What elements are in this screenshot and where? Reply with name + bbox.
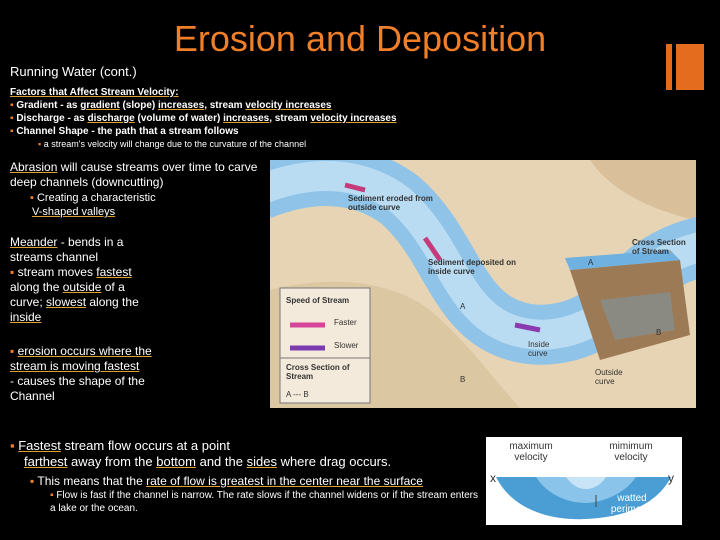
label-inside-curve: Inside curve <box>528 340 550 358</box>
label-speed-of-stream: Speed of Stream <box>286 296 350 305</box>
label-sediment-eroded: Sediment eroded from outside curve <box>348 194 433 212</box>
meander-diagram <box>270 160 696 408</box>
fastest-sub: ▪ This means that the rate of flow is greatest in the center near the surface <box>30 474 423 488</box>
v-shaped-valleys: V-shaped valleys <box>32 206 116 218</box>
label-y: y <box>668 471 674 485</box>
label-cross-section: Cross Section of Stream <box>632 238 686 256</box>
factors-block <box>10 86 470 151</box>
label-faster: Faster <box>334 318 357 327</box>
label-max-velocity: maximum velocity <box>509 441 553 463</box>
meander-block: Meander - bends in a streams channel ▪ stream moves fastest along the outside of a curve; slowest along the inside <box>10 235 139 324</box>
velocity-diagram <box>486 437 682 525</box>
label-ab-legend: A --- B <box>286 390 309 399</box>
factor-gradient: ▪ Gradient - as gradient (slope) increases, stream velocity increases <box>10 100 332 111</box>
factor-channel-shape: ▪ Channel Shape - the path that a stream follows <box>10 126 239 137</box>
factors-heading: Factors that Affect Stream Velocity: <box>10 87 179 98</box>
factor-discharge: ▪ Discharge - as discharge (volume of water) increases, stream velocity increases <box>10 113 397 124</box>
slide-title: Erosion and Deposition <box>173 18 547 59</box>
label-outside-curve: Outside curve <box>595 368 623 386</box>
fastest-sub2: ▪ Flow is fast if the channel is narrow. The rate slows if the channel widens or if the stream enters a lake or the ocean. <box>50 490 479 514</box>
label-b2: B <box>656 328 662 337</box>
abrasion-term: Abrasion <box>10 160 58 174</box>
label-wetted-perimeter: watted perimeter <box>610 493 654 515</box>
decorative-block <box>676 44 704 90</box>
label-x: x <box>490 471 496 485</box>
factor-channel-subpoint: ▪ a stream's velocity will change due to the curvature of the channel <box>38 139 307 149</box>
slide-subtitle: Running Water (cont.) <box>10 64 137 79</box>
abrasion-block <box>10 160 265 190</box>
label-slower: Slower <box>334 341 359 350</box>
label-cross-section-legend: Cross Section of Stream <box>286 363 350 381</box>
decorative-bar <box>666 44 672 90</box>
label-sediment-deposited: Sediment deposited on inside curve <box>428 258 517 276</box>
label-a2: A <box>588 258 594 267</box>
label-a1: A <box>460 302 466 311</box>
erosion-block: ▪ erosion occurs where the stream is moving fastest - causes the shape of the Channel <box>10 344 152 403</box>
label-min-velocity: mimimum velocity <box>609 441 653 463</box>
abrasion-text: will cause streams over time to carve deep channels (downcutting) <box>10 160 258 189</box>
fastest-block: ▪ Fastest stream flow occurs at a point farthest away from the bottom and the sides where drag occurs. <box>10 438 392 469</box>
label-b1: B <box>460 375 466 384</box>
abrasion-sub: ▪ Creating a characteristic <box>30 192 156 204</box>
